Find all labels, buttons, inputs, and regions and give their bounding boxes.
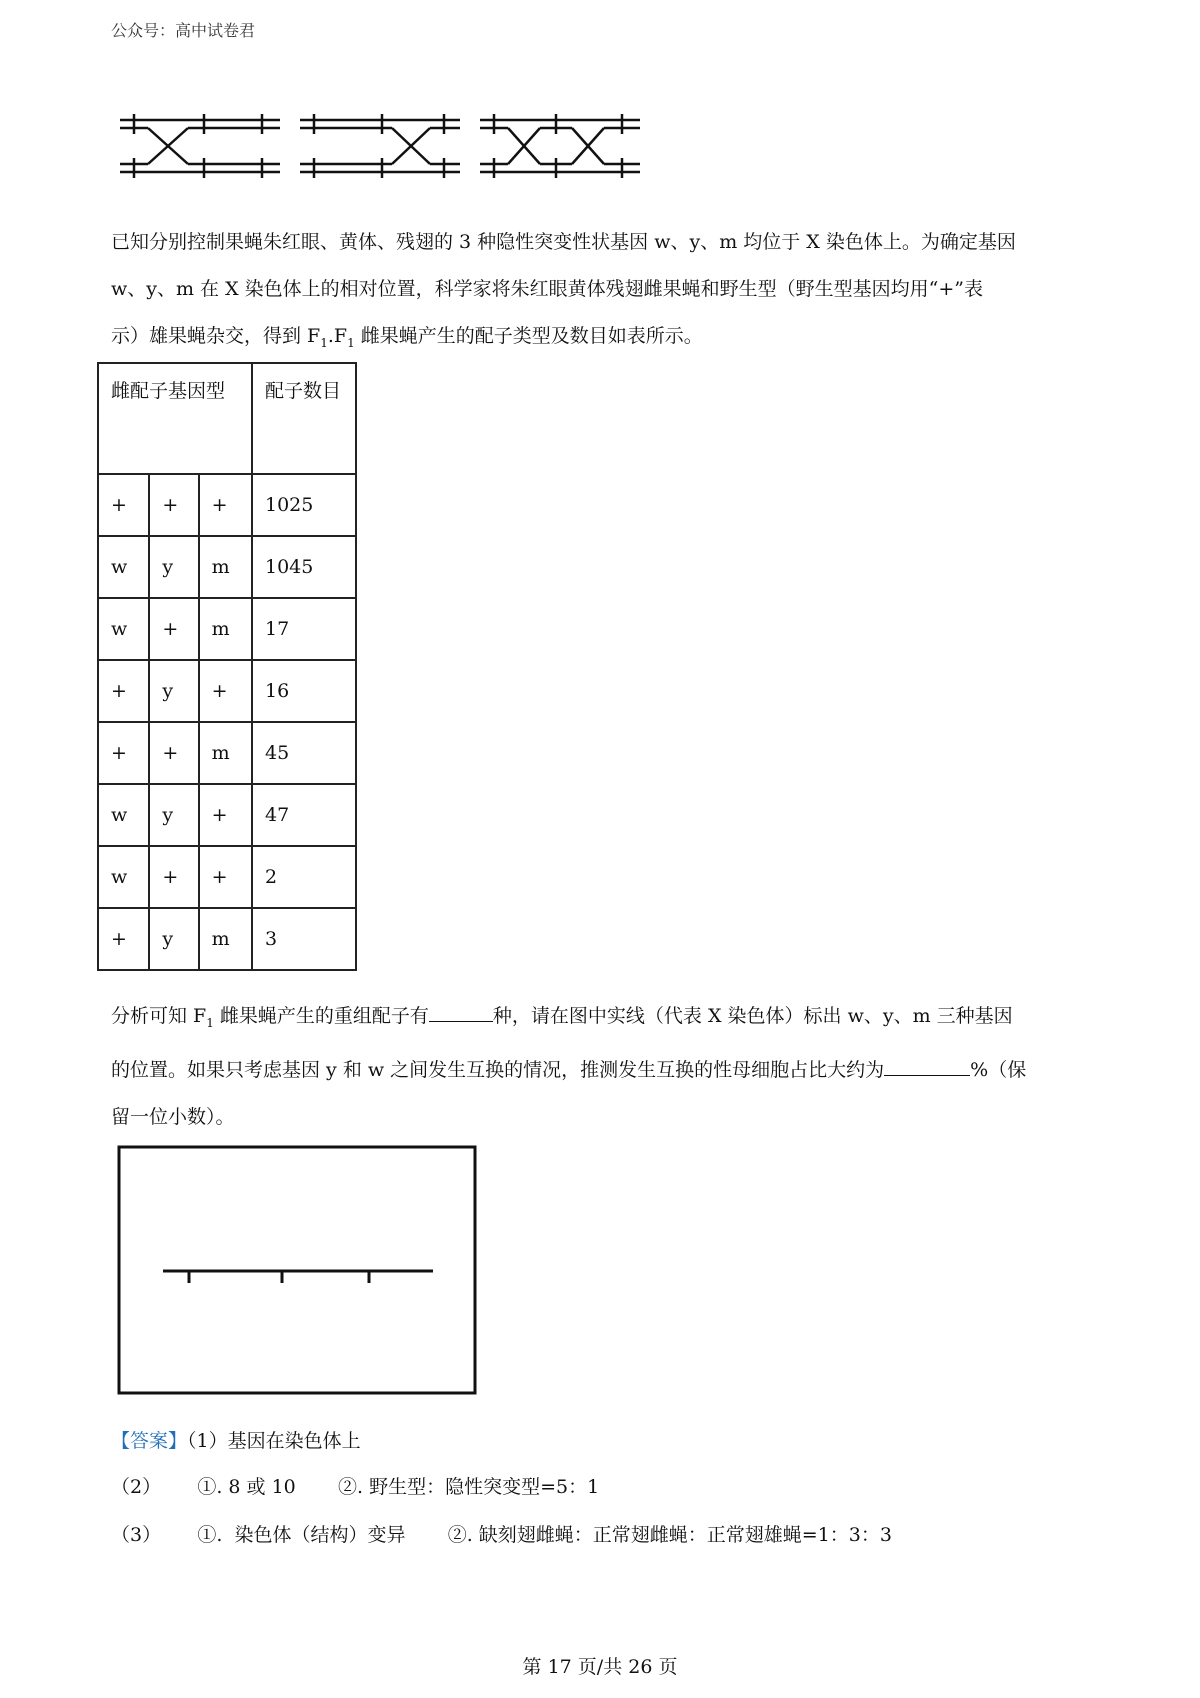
answer-line-2: （2） ①. 8 或 10 ②. 野生型：隐性突变型=5：1 [111, 1476, 600, 1498]
table-cell: m [199, 536, 252, 598]
table-cell: 1045 [252, 536, 356, 598]
header-genotype: 雌配子基因型 [98, 363, 252, 474]
table-cell: + [149, 722, 198, 784]
table-cell: 17 [252, 598, 356, 660]
table-cell: + [199, 846, 252, 908]
crossover-panel-3 [480, 114, 640, 178]
answer-line-1: 【答案】（1）基因在染色体上 [111, 1430, 361, 1452]
table-cell: + [98, 908, 149, 970]
page-number-footer: 第 17 页/共 26 页 [522, 1656, 678, 1678]
table-row [98, 660, 356, 722]
table-row [98, 846, 356, 908]
table-cell: y [149, 908, 198, 970]
answer-key-label: 【答案】 [111, 1430, 188, 1452]
table-cell: m [199, 598, 252, 660]
table-cell: + [149, 598, 198, 660]
paragraph-line: 已知分别控制果蝇朱红眼、黄体、残翅的 3 种隐性突变性状基因 w、y、m 均位于 X 染色体上。为确定基因 [111, 231, 1016, 253]
table-cell: 45 [252, 722, 356, 784]
table-cell: y [149, 784, 198, 846]
paragraph-line: 示）雄果蝇杂交，得到 $F_1.F_1$ 雌果蝇产生的配子类型及数目如表所示。 [111, 325, 703, 350]
answer-blank-2[interactable] [884, 1057, 970, 1076]
table-cell: w [98, 598, 149, 660]
paragraph-line: w、y、m 在 X 染色体上的相对位置，科学家将朱红眼黄体残翅雌果蝇和野生型（野生型基因均用“+”表 [111, 278, 984, 300]
paragraph-line: 留一位小数）。 [111, 1105, 235, 1128]
table-cell: y [149, 660, 198, 722]
answer-blank-1[interactable] [429, 1003, 493, 1022]
crossover-diagram-figure [120, 112, 680, 192]
paragraph-line: 分析可知 $F_1$ 雌果蝇产生的重组配子有 种，请在图中实线（代表 X 染色体）标出 w、y、m 三种基因 [111, 1005, 1013, 1030]
table-cell: 2 [252, 846, 356, 908]
answer-line-3: （3） ①. 染色体（结构）变异 ②. 缺刻翅雌蝇：正常翅雌蝇：正常翅雄蝇=1：3：3 [111, 1524, 892, 1546]
table-row [98, 722, 356, 784]
table-cell: w [98, 536, 149, 598]
gamete-table [97, 362, 357, 971]
header-count: 配子数目 [252, 363, 356, 474]
table-row [98, 784, 356, 846]
table-cell: + [98, 474, 149, 536]
chromosome-drawing-box[interactable] [117, 1145, 479, 1397]
table-row [98, 536, 356, 598]
question-paragraph [111, 219, 1101, 367]
table-cell: + [98, 722, 149, 784]
table-cell: + [199, 660, 252, 722]
table-cell: + [199, 474, 252, 536]
table-cell: + [199, 784, 252, 846]
table-cell: + [98, 660, 149, 722]
table-cell: + [149, 846, 198, 908]
table-cell: 47 [252, 784, 356, 846]
table-cell: m [199, 908, 252, 970]
table-cell: m [199, 722, 252, 784]
crossover-panel-1 [120, 114, 280, 178]
table-row [98, 474, 356, 536]
table-cell: w [98, 784, 149, 846]
table-cell: y [149, 536, 198, 598]
table-cell: 1025 [252, 474, 356, 536]
table-cell: 3 [252, 908, 356, 970]
table-cell: w [98, 846, 149, 908]
table-row [98, 908, 356, 970]
table-row [98, 598, 356, 660]
table-cell: + [149, 474, 198, 536]
crossover-panel-2 [300, 114, 460, 178]
table-cell: 16 [252, 660, 356, 722]
question-paragraph-2 [111, 993, 1101, 1141]
table-header-row [98, 363, 356, 474]
paragraph-line: 的位置。如果只考虑基因 y 和 w 之间发生互换的情况，推测发生互换的性母细胞占比大约为 %（保 [111, 1058, 1027, 1081]
header-source: 公众号：高中试卷君 [111, 21, 256, 40]
